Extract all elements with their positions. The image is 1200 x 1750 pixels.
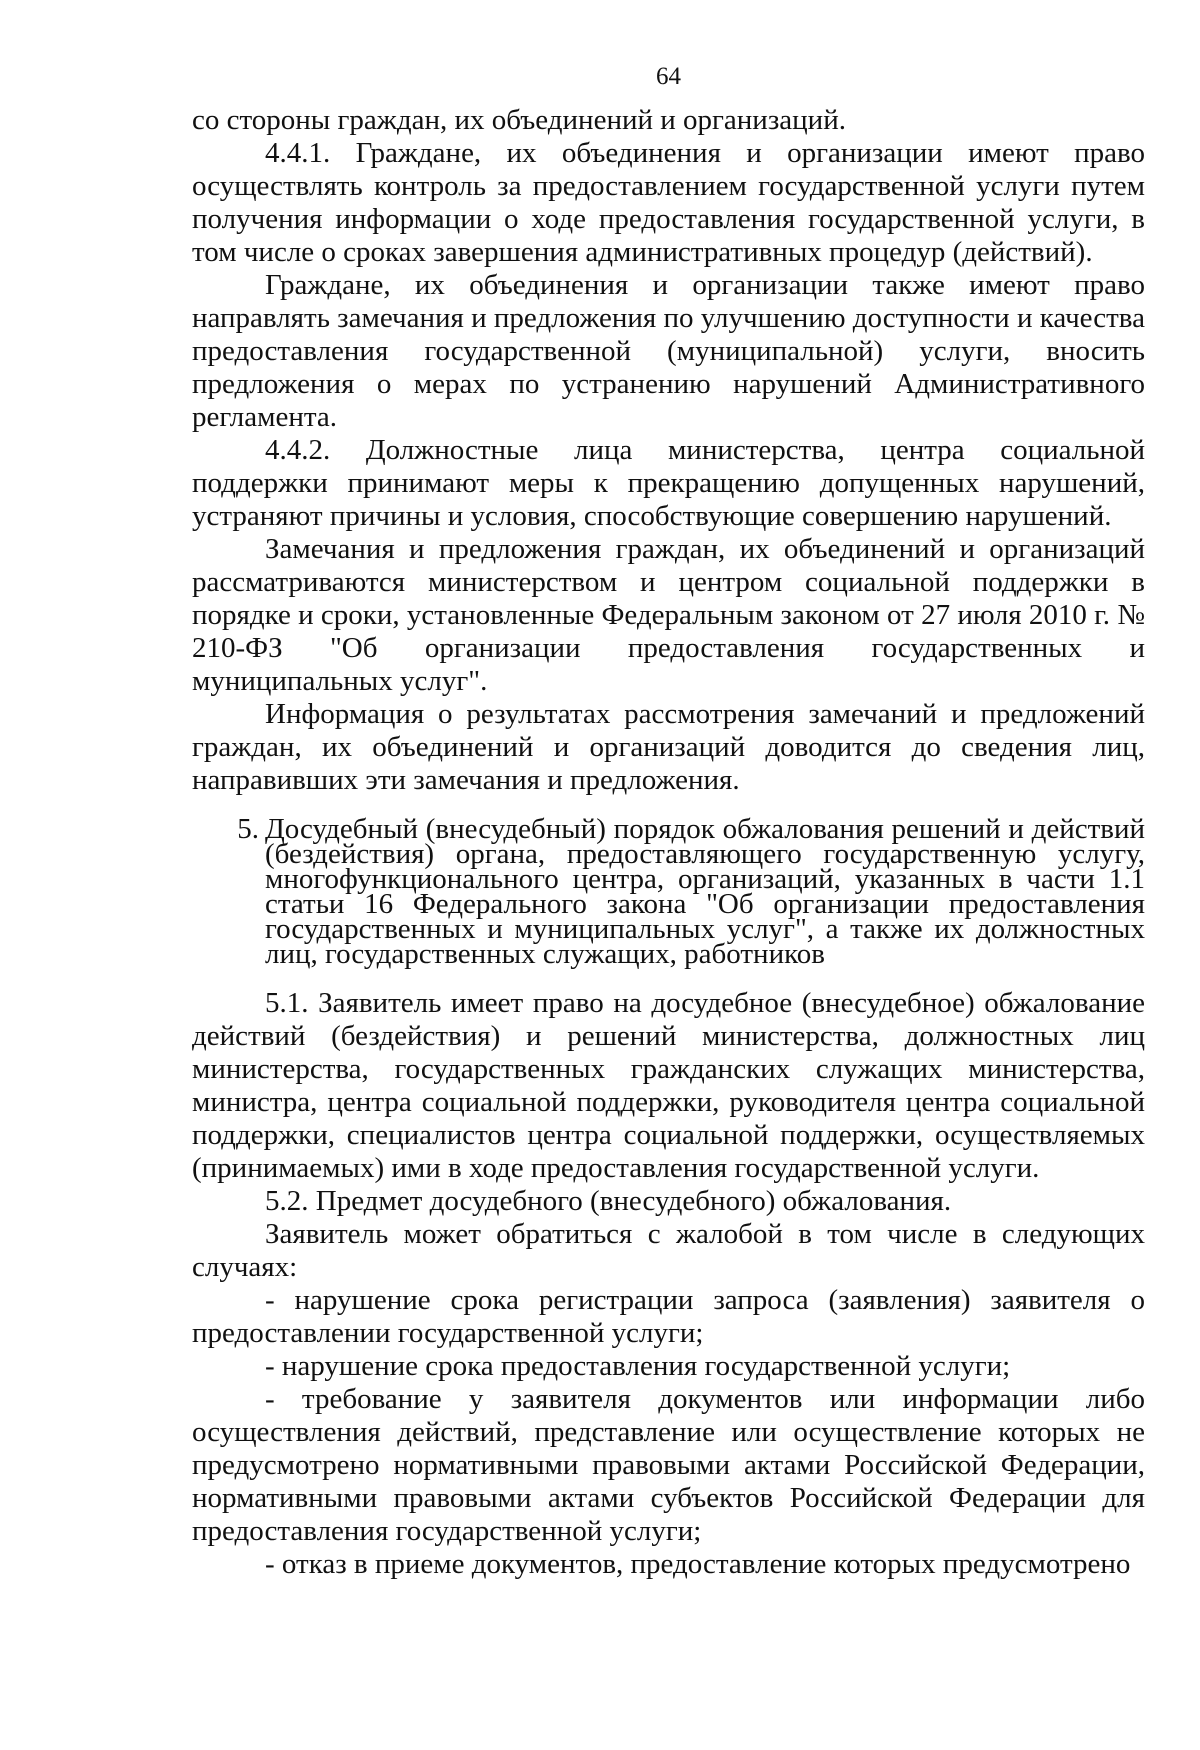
paragraph-complaint-cases: Заявитель может обратиться с жалобой в том числе в следующих случаях: <box>192 1218 1145 1283</box>
paragraph-4-4-1: 4.4.1. Граждане, их объединения и организации имеют право осуществлять контроль за предоставлением государственной услуги путем получения информации о ходе предоставления государственной услуги, в том числе о сроках завершения административных процедур (действий). <box>192 137 1145 268</box>
section-title: Досудебный (внесудебный) порядок обжалования решений и действий (бездействия) органа, предоставляющего государственную услугу, многофункционального центра, организаций, указанных в части 1.1 статьи 16 Федерального закона "Об организации предоставления государственных и муниципальных услуг", а также их должностных лиц, государственных служащих, работников <box>265 813 1145 970</box>
section-number: 5. <box>237 813 259 845</box>
paragraph-5-1: 5.1. Заявитель имеет право на досудебное (внесудебное) обжалование действий (бездействия) и решений министерства, должностных лиц министерства, государственных гражданских служащих министерства, министра, центра социальной поддержки, руководителя центра социальной поддержки, специалистов центра социальной поддержки, осуществляемых (принимаемых) ими в ходе предоставления государственной услуги. <box>192 987 1145 1184</box>
paragraph-remarks-review: Замечания и предложения граждан, их объединений и организаций рассматриваются министерством и центром социальной поддержки в порядке и сроки, установленные Федеральным законом от 27 июля 2010 г. № 210-ФЗ "Об организации предоставления государственных и муниципальных услуг". <box>192 533 1145 697</box>
page-number: 64 <box>656 63 681 90</box>
paragraph-review-results: Информация о результатах рассмотрения замечаний и предложений граждан, их объединений и организаций доводится до сведения лиц, направивших эти замечания и предложения. <box>192 698 1145 796</box>
list-item-excess-documents: - требование у заявителя документов или информации либо осуществления действий, представление или осуществление которых не предусмотрено нормативными правовыми актами Российской Федерации, нормативными правовыми актами субъектов Российской Федерации для предоставления государственной услуги; <box>192 1383 1145 1547</box>
list-item-service-delay: - нарушение срока предоставления государственной услуги; <box>265 1350 1011 1382</box>
list-item-refusal: - отказ в приеме документов, предоставление которых предусмотрено <box>265 1548 1131 1580</box>
section-heading <box>192 813 1145 970</box>
paragraph-4-4-2: 4.4.2. Должностные лица министерства, центра социальной поддержки принимают меры к прекращению допущенных нарушений, устраняют причины и условия, способствующие совершению нарушений. <box>192 434 1145 532</box>
list-item-registration-delay: - нарушение срока регистрации запроса (заявления) заявителя о предоставлении государственной услуги; <box>192 1284 1145 1349</box>
paragraph-citizens-rights: Граждане, их объединения и организации также имеют право направлять замечания и предложения по улучшению доступности и качества предоставления государственной (муниципальной) услуги, вносить предложения о мерах по устранению нарушений Административного регламента. <box>192 269 1145 433</box>
paragraph-continuation: со стороны граждан, их объединений и организаций. <box>192 104 846 136</box>
paragraph-5-2: 5.2. Предмет досудебного (внесудебного) обжалования. <box>265 1185 952 1217</box>
document-page <box>192 62 1145 1581</box>
